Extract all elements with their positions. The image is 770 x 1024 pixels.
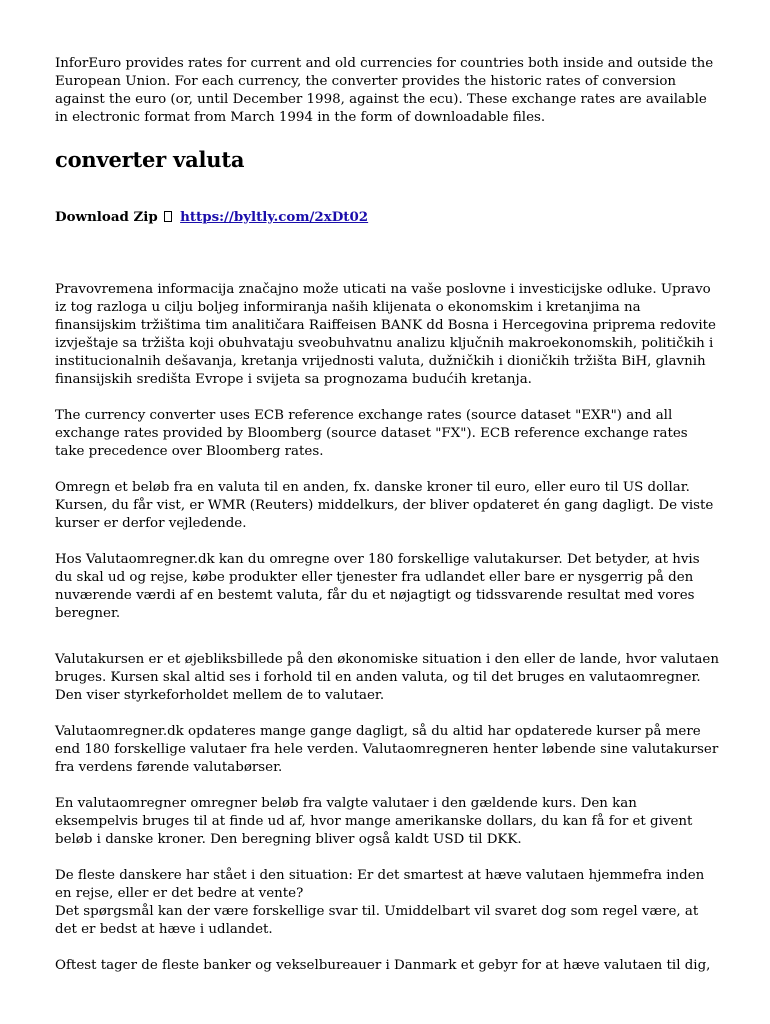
missing-glyph-icon [164, 211, 172, 222]
download-link[interactable]: https://byltly.com/2xDt02 [180, 209, 369, 225]
page-heading: converter valuta [55, 147, 245, 172]
paragraph-bosnian: Pravovremena informacija značajno može uticati na vaše poslovne i investicijske odluke. Upravo iz tog razloga u cilju boljeg informiranja naših klijenata o ekonomskim i kretanjima na finansijskim tržištima tim analitičara Raiffeisen BANK dd Bosna i Hercegovina priprema redovite izvještaje sa tržišta koji obuhvataju sveobuhvatnu analizu ključnih makroekonomskih, političkih i institucionalnih dešavanja, kretanja vrijednosti valuta, dužničkih i dioničkih tržišta BiH, glavnih finansijskih središta Evrope i svijeta sa prognozama budućih kretanja. [55, 282, 716, 387]
paragraph-beregning: En valutaomregner omregner beløb fra valgte valutaer i den gældende kurs. Den kan eksempelvis bruges til at finde ud af, hvor mange amerikanske dollars, du kan få for et givent beløb i danske kroner. Den beregning bliver også kaldt USD til DKK. [55, 796, 693, 847]
paragraph-omregn: Omregn et beløb fra en valuta til en anden, fx. danske kroner til euro, eller euro til US dollar. Kursen, du får vist, er WMR (Reuters) middelkurs, der bliver opdateret én gang dagligt. De viste kurser er derfor vejledende. [55, 480, 714, 531]
download-label: Download Zip [55, 209, 158, 225]
paragraph-valutakursen: Valutakursen er et øjebliksbillede på den økonomiske situation i den eller de lande, hvor valutaen bruges. Kursen skal altid ses i forhold til en anden valuta, og til det bruges en valutaomregner. Den viser styrkeforholdet mellem de to valutaer. [55, 652, 719, 703]
paragraph-valutaomregner: Hos Valutaomregner.dk kan du omregne over 180 forskellige valutakurser. Det betyder, at hvis du skal ud og rejse, købe produkter eller tjenester fra udlandet eller bare er nysgerrig på den nuværende værdi af en bestemt valuta, får du et nøjagtigt og tidssvarende resultat med vores beregner. [55, 552, 700, 621]
paragraph-answer: Det spørgsmål kan der være forskellige svar til. Umiddelbart vil svaret dog som regel være, at det er bedst at hæve i udlandet. [55, 904, 699, 937]
paragraph-opdateres: Valutaomregner.dk opdateres mange gange dagligt, så du altid har opdaterede kurser på mere end 180 forskellige valutaer fra hele verden. Valutaomregneren henter løbende sine valutakurser fra verdens førende valutabørser. [55, 724, 719, 775]
download-line [55, 208, 720, 226]
paragraph-ecb: The currency converter uses ECB reference exchange rates (source dataset "EXR") and all exchange rates provided by Bloomberg (source dataset "FX"). ECB reference exchange rates take precedence over Bloomberg rates. [55, 408, 688, 459]
paragraph-question: De fleste danskere har stået i den situation: Er det smartest at hæve valutaen hjemmefra inden en rejse, eller er det bedre at vente? [55, 868, 705, 901]
spacer [55, 226, 720, 281]
document-page [55, 55, 720, 975]
paragraph-gebyr: Oftest tager de fleste banker og vekselbureauer i Danmark et gebyr for at hæve valutaen til dig, [55, 958, 711, 973]
intro-paragraph: InforEuro provides rates for current and old currencies for countries both inside and outside the European Union. For each currency, the converter provides the historic rates of conversion against the euro (or, until December 1998, against the ecu). These exchange rates are available in electronic format from March 1994 in the form of downloadable files. [55, 56, 714, 125]
